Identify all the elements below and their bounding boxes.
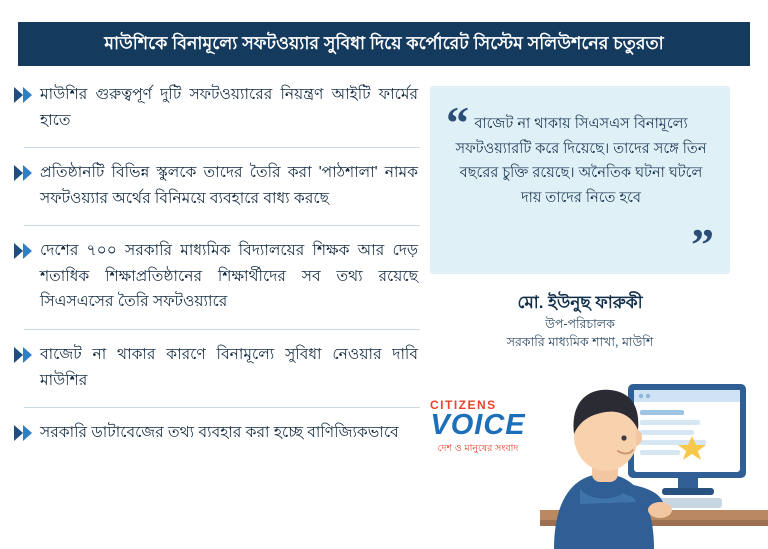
quote-author-role: উপ-পরিচালক [545,317,615,331]
bullet-list [14,82,424,460]
list-item-label: প্রতিষ্ঠানটি বিভিন্ন স্কুলকে তাদের তৈরি করা 'পাঠশালা' নামক সফটওয়্যার অর্থের বিনিময়ে ব্যবহারে বাধ্য করছে [40,164,418,207]
list-item [14,420,424,446]
list-item-label: মাউশির গুরুত্বপূর্ণ দুটি সফটওয়্যারের নিয়ন্ত্রণ আইটি ফার্মের হাতে [40,86,418,129]
logo-voice-text: VOICE [430,409,526,441]
quote-text: বাজেট না থাকায় সিএসএস বিনামূল্যে সফটওয়্যারটি করে দিয়েছে। তাদের সঙ্গে তিন বছরের চুক্তি রয়েছে। অনৈতিক ঘটনা ঘটলে দায় তাদের নিতে হবে [455,116,707,206]
divider [24,407,420,408]
list-item [14,160,424,211]
illustration-person-at-computer [540,288,768,549]
divider [24,225,420,226]
chevron-bullet-icon [14,163,40,185]
divider [24,147,420,148]
chevron-bullet-icon [14,85,40,107]
chevron-bullet-icon [14,423,40,445]
illustration-svg [540,288,768,549]
divider [24,329,420,330]
header-bar [18,22,750,66]
list-item [14,82,424,133]
logo-tagline: দেশ ও মানুষের সংবাদ [437,442,519,454]
list-item-label: বাজেট না থাকার কারণে বিনামূল্যে সুবিধা নেওয়ার দাবি মাউশির [40,345,418,389]
quote-author-department: সরকারি মাধ্যমিক শাখা, মাউশি [506,335,654,349]
list-item [14,238,424,315]
chevron-bullet-icon [14,345,40,367]
quote-panel [430,86,730,274]
list-item [14,342,424,393]
list-item-label: দেশের ৭০০ সরকারি মাধ্যমিক বিদ্যালয়ের শিক্ষক আর দেড় শতাধিক শিক্ষাপ্রতিষ্ঠানের শিক্ষার্থীদের সব তথ্য রয়েছে সিএসএসের তৈরি সফটওয়্যারে [40,242,418,311]
page-title: মাউশিকে বিনামূল্যে সফটওয়্যার সুবিধা দিয়ে কর্পোরেট সিস্টেম সলিউশনের চতুরতা [104,33,664,54]
brand-logo [424,398,532,457]
logo-citizens-text: CITIZENS [430,398,497,412]
chevron-bullet-icon [14,241,40,263]
list-item-label: সরকারি ডাটাবেজের তথ্য ব্যবহার করা হচ্ছে বাণিজ্যিকভাবে [40,424,399,442]
quote-close-icon: ” [691,219,714,270]
quote-author-name: মো. ইউনুছ ফারুকী [517,293,643,312]
quote-open-icon: “ [446,97,469,148]
